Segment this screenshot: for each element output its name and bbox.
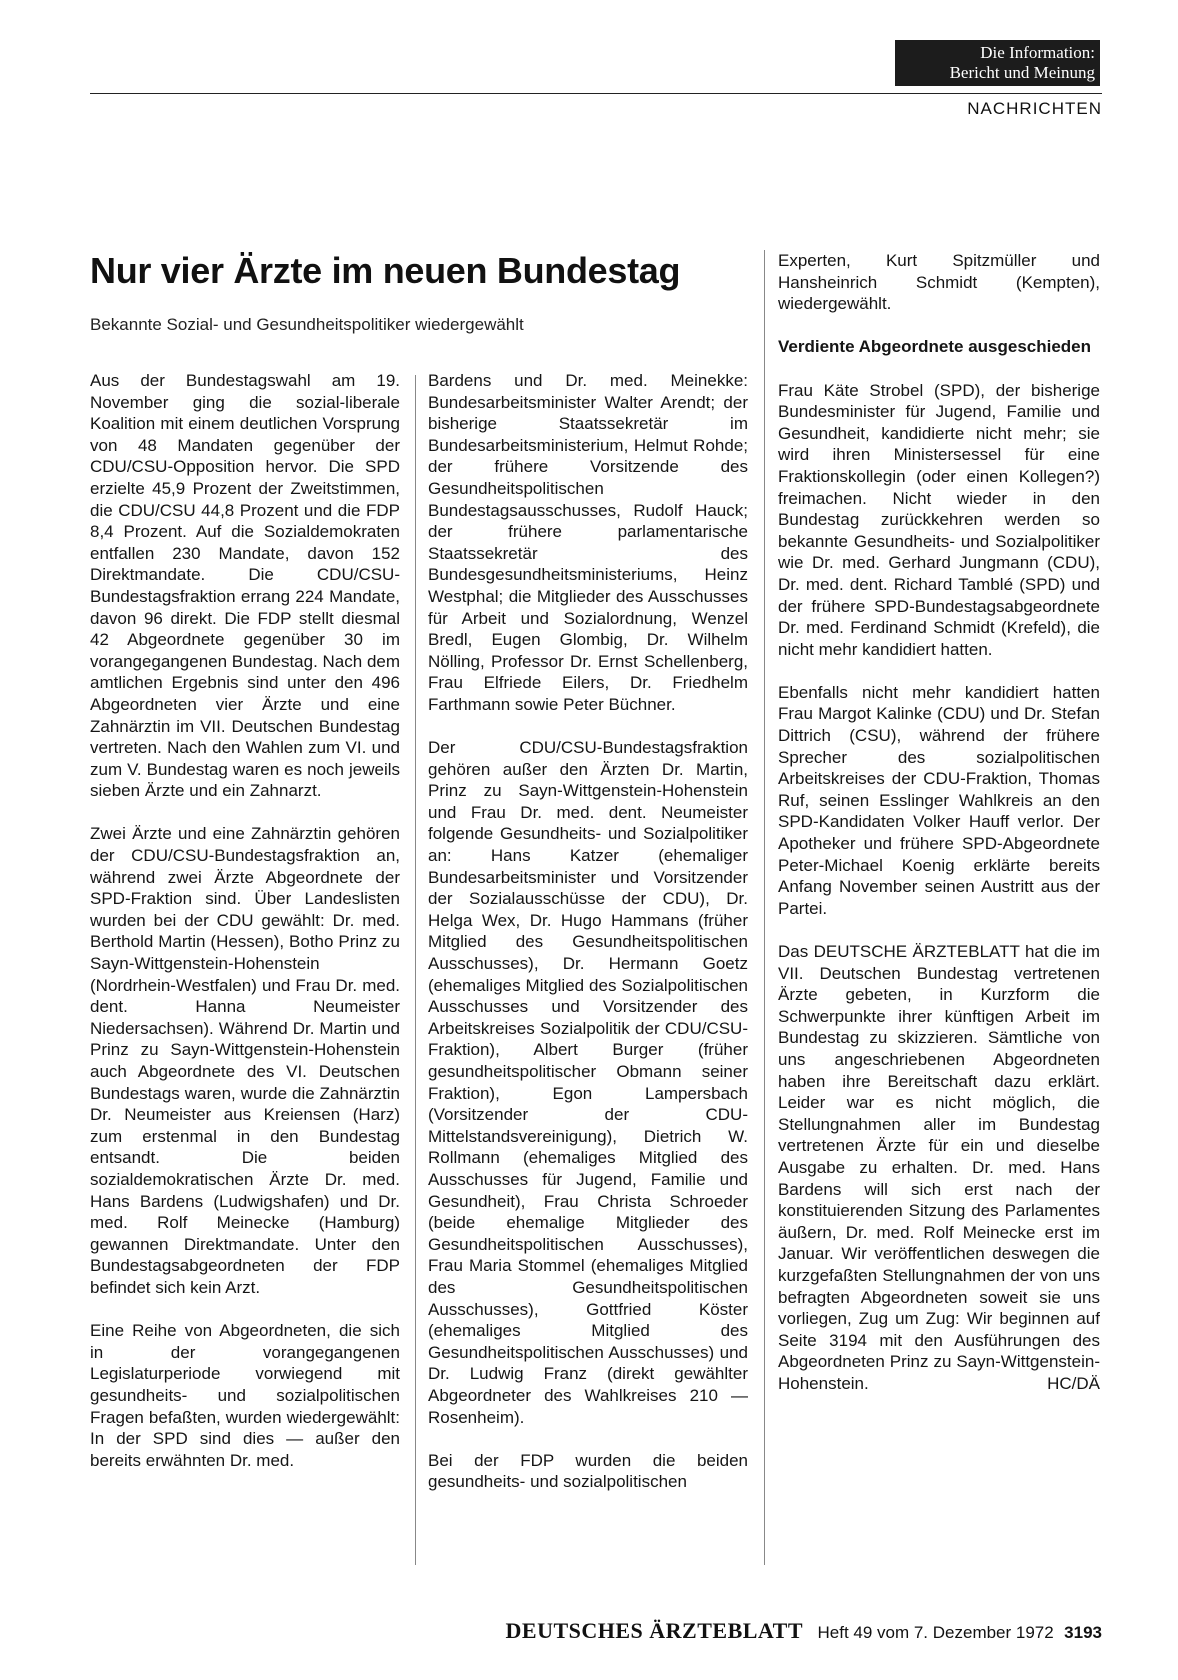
article-column-3 [778, 250, 1100, 1416]
paragraph: Frau Käte Strobel (SPD), der bisherige Bundesminister für Jugend, Familie und Gesundheit, kandidierte nicht mehr; sie wird ihren Ministersessel für eine Fraktionskollegin (oder einen Kollegen?) freimachen. Nicht wieder in den Bundestag zurückkehren werden so bekannte Gesundheits- und Sozialpolitiker wie Dr. med. Gerhard Jungmann (CDU), Dr. med. dent. Richard Tamblé (SPD) und der frühere SPD-Bundestagsabgeordnete Dr. med. Ferdinand Schmidt (Krefeld), die nicht mehr kandidiert hatten. [778, 380, 1100, 659]
department-badge [895, 40, 1100, 86]
paragraph: Aus der Bundestagswahl am 19. November ging die sozial-liberale Koalition mit einem deutlichen Vorsprung von 48 Mandaten gegenüber der CDU/CSU-Opposition hervor. Die SPD erzielte 45,9 Prozent der Zweitstimmen, die CDU/CSU 44,8 Prozent und die FDP 8,4 Prozent. Auf die Sozialdemokraten entfallen 230 Mandate, davon 152 Direktmandate. Die CDU/CSU-Bundestagsfraktion errang 224 Mandate, davon 96 direkt. Die FDP stellt diesmal 42 Abgeordnete gegenüber 30 im vorangegangenen Bundestag. Nach dem amtlichen Ergebnis sind unter den 496 Abgeordneten vier Ärzte und eine Zahnärztin im VII. Deutschen Bundestag vertreten. Nach den Wahlen zum VI. und zum V. Bundestag waren es noch jeweils sieben Ärzte und ein Zahnarzt. [90, 371, 401, 801]
article-column-2 [428, 370, 748, 1514]
article-column-1 [90, 370, 400, 1493]
paragraph: Experten, Kurt Spitzmüller und Hansheinrich Schmidt (Kempten), wiedergewählt. [778, 251, 1100, 314]
paragraph: Bei der FDP wurden die beiden gesundheits- und sozialpolitischen [428, 1450, 748, 1492]
section-heading: Verdiente Abgeordnete ausgeschieden [778, 337, 1092, 357]
paragraph: Zwei Ärzte und eine Zahnärztin gehören der CDU/CSU-Bundestagsfraktion an, während zwei Ärzte Abgeordnete der SPD-Fraktion sind. Über Landeslisten wurden bei der CDU gewählt: Dr. med. Berthold Martin (Hessen), Botho Prinz zu Sayn-Wittgenstein-Hohenstein (Nordrhein-Westfalen) und Frau Dr. med. dent. Hanna Neumeister Niedersachsen). Während Dr. Martin und Prinz zu Sayn-Wittgenstein-Hohenstein auch Abgeordnete des VI. Deutschen Bundestags waren, wurde die Zahnärztin Dr. Neumeister aus Kreiensen (Harz) zum erstenmal in den Bundestag entsandt. Die beiden sozialdemokratischen Ärzte Dr. med. Hans Bardens (Ludwigshafen) und Dr. med. Rolf Meinecke (Hamburg) gewannen Direktmandate. Unter den Bundestagsabgeordneten der FDP befindet sich kein Arzt. [90, 824, 400, 1297]
page-number: 3193 [1064, 1623, 1102, 1642]
author-signature: HC/DÄ [1047, 1373, 1100, 1393]
page-footer [440, 1618, 1102, 1644]
closing-text: Das DEUTSCHE ÄRZTEBLATT hat die im VII. Deutschen Bundestag vertretenen Ärzte gebeten, in Kurzform die Schwerpunkte ihrer künftigen Arbeit im Bundestag zu skizzieren. Sämtliche von uns angeschriebenen Abgeordneten haben ihre Bereitschaft dazu erklärt. Leider war es nicht möglich, die Stellungnahmen aller im Bundestag vertretenen Ärzte für ein und dieselbe Ausgabe zu erhalten. Dr. med. Hans Bardens will sich erst nach der konstituierenden Sitzung des Parlamentes äußern, Dr. med. Rolf Meinecke erst im Januar. Wir veröffentlichen deswegen die kurzgefaßten Stellungnahmen der von uns befragten Abgeordneten soweit sie uns vorliegen, Zug um Zug: Wir beginnen auf Seite 3194 mit den Ausführungen des Abgeordneten Prinz zu Sayn-Wittgenstein-Hohenstein. [778, 942, 1100, 1393]
closing-paragraph [778, 941, 1100, 1394]
column-divider-2 [764, 250, 765, 1565]
issue-info: Heft 49 vom 7. Dezember 1972 [817, 1623, 1054, 1642]
section-label: NACHRICHTEN [967, 99, 1102, 118]
paragraph: Eine Reihe von Abgeordneten, die sich in der vorangegangenen Legislaturperiode vorwiegend mit gesundheits- und sozialpolitischen Fragen befaßten, wurden wiedergewählt: In der SPD sind dies — außer den bereits erwähnten Dr. med. [90, 1321, 400, 1470]
article-subtitle: Bekannte Sozial- und Gesundheitspolitiker wiedergewählt [90, 315, 524, 334]
article-title: Nur vier Ärzte im neuen Bundestag [90, 250, 681, 291]
badge-line-1: Die Information: [980, 43, 1095, 62]
badge-line-2: Bericht und Meinung [949, 63, 1095, 82]
paragraph: Bardens und Dr. med. Meinekke: Bundesarbeitsminister Walter Arendt; der bisherige Staatssekretär im Bundesarbeitsministerium, Helmut Rohde; der frühere Vorsitzende des Gesundheitspolitischen Bundestagsausschusses, Rudolf Hauck; der frühere parlamentarische Staatssekretär des Bundesgesundheitsministeriums, Heinz Westphal; die Mitglieder des Ausschusses für Arbeit und Sozialordnung, Wenzel Bredl, Eugen Glombig, Dr. Wilhelm Nölling, Professor Dr. Ernst Schellenberg, Frau Elfriede Eilers, Dr. Friedhelm Farthmann sowie Peter Büchner. [428, 371, 748, 714]
paragraph: Ebenfalls nicht mehr kandidiert hatten Frau Margot Kalinke (CDU) und Dr. Stefan Dittrich (CSU), während der frühere Sprecher des sozialpolitischen Arbeitskreises der CDU-Fraktion, Thomas Ruf, seinen Esslinger Wahlkreis an den SPD-Kandidaten Volker Hauff verlor. Der Apotheker und frühere SPD-Abgeordnete Peter-Michael Koenig erklärte bereits Anfang November seinen Austritt aus der Partei. [778, 682, 1100, 918]
column-divider-1 [415, 375, 416, 1565]
header-rule [90, 93, 1102, 94]
paragraph: Der CDU/CSU-Bundestagsfraktion gehören außer den Ärzten Dr. Martin, Prinz zu Sayn-Wittgenstein-Hohenstein und Frau Dr. med. dent. Neumeister folgende Gesundheits- und Sozialpolitiker an: Hans Katzer (ehemaliger Bundesarbeitsminister und Vorsitzender der Sozialausschüsse der CDU), Dr. Helga Wex, Dr. Hugo Hammans (früher Mitglied des Gesundheitspolitischen Ausschusses), Dr. Hermann Goetz (ehemaliges Mitglied des Sozialpolitischen Ausschusses und Vorsitzender des Arbeitskreises Sozialpolitik der CDU/CSU-Fraktion), Albert Burger (früher gesundheitspolitischer Obmann seiner Fraktion), Egon Lampersbach (Vorsitzender der CDU-Mittelstandsvereinigung), Dietrich W. Rollmann (ehemaliges Mitglied des Ausschusses für Jugend, Familie und Gesundheit), Frau Christa Schroeder (beide ehemalige Mitglieder des Gesundheitspolitischen Ausschusses), Frau Maria Stommel (ehemaliges Mitglied des Gesundheitspolitischen Ausschusses), Gottfried Köster (ehemaliges Mitglied des Gesundheitspolitischen Ausschusses) und Dr. Ludwig Franz (direkt gewählter Abgeordneter des Wahlkreises 210 — Rosenheim). [428, 738, 748, 1427]
masthead: DEUTSCHES ÄRZTEBLATT [505, 1618, 804, 1643]
